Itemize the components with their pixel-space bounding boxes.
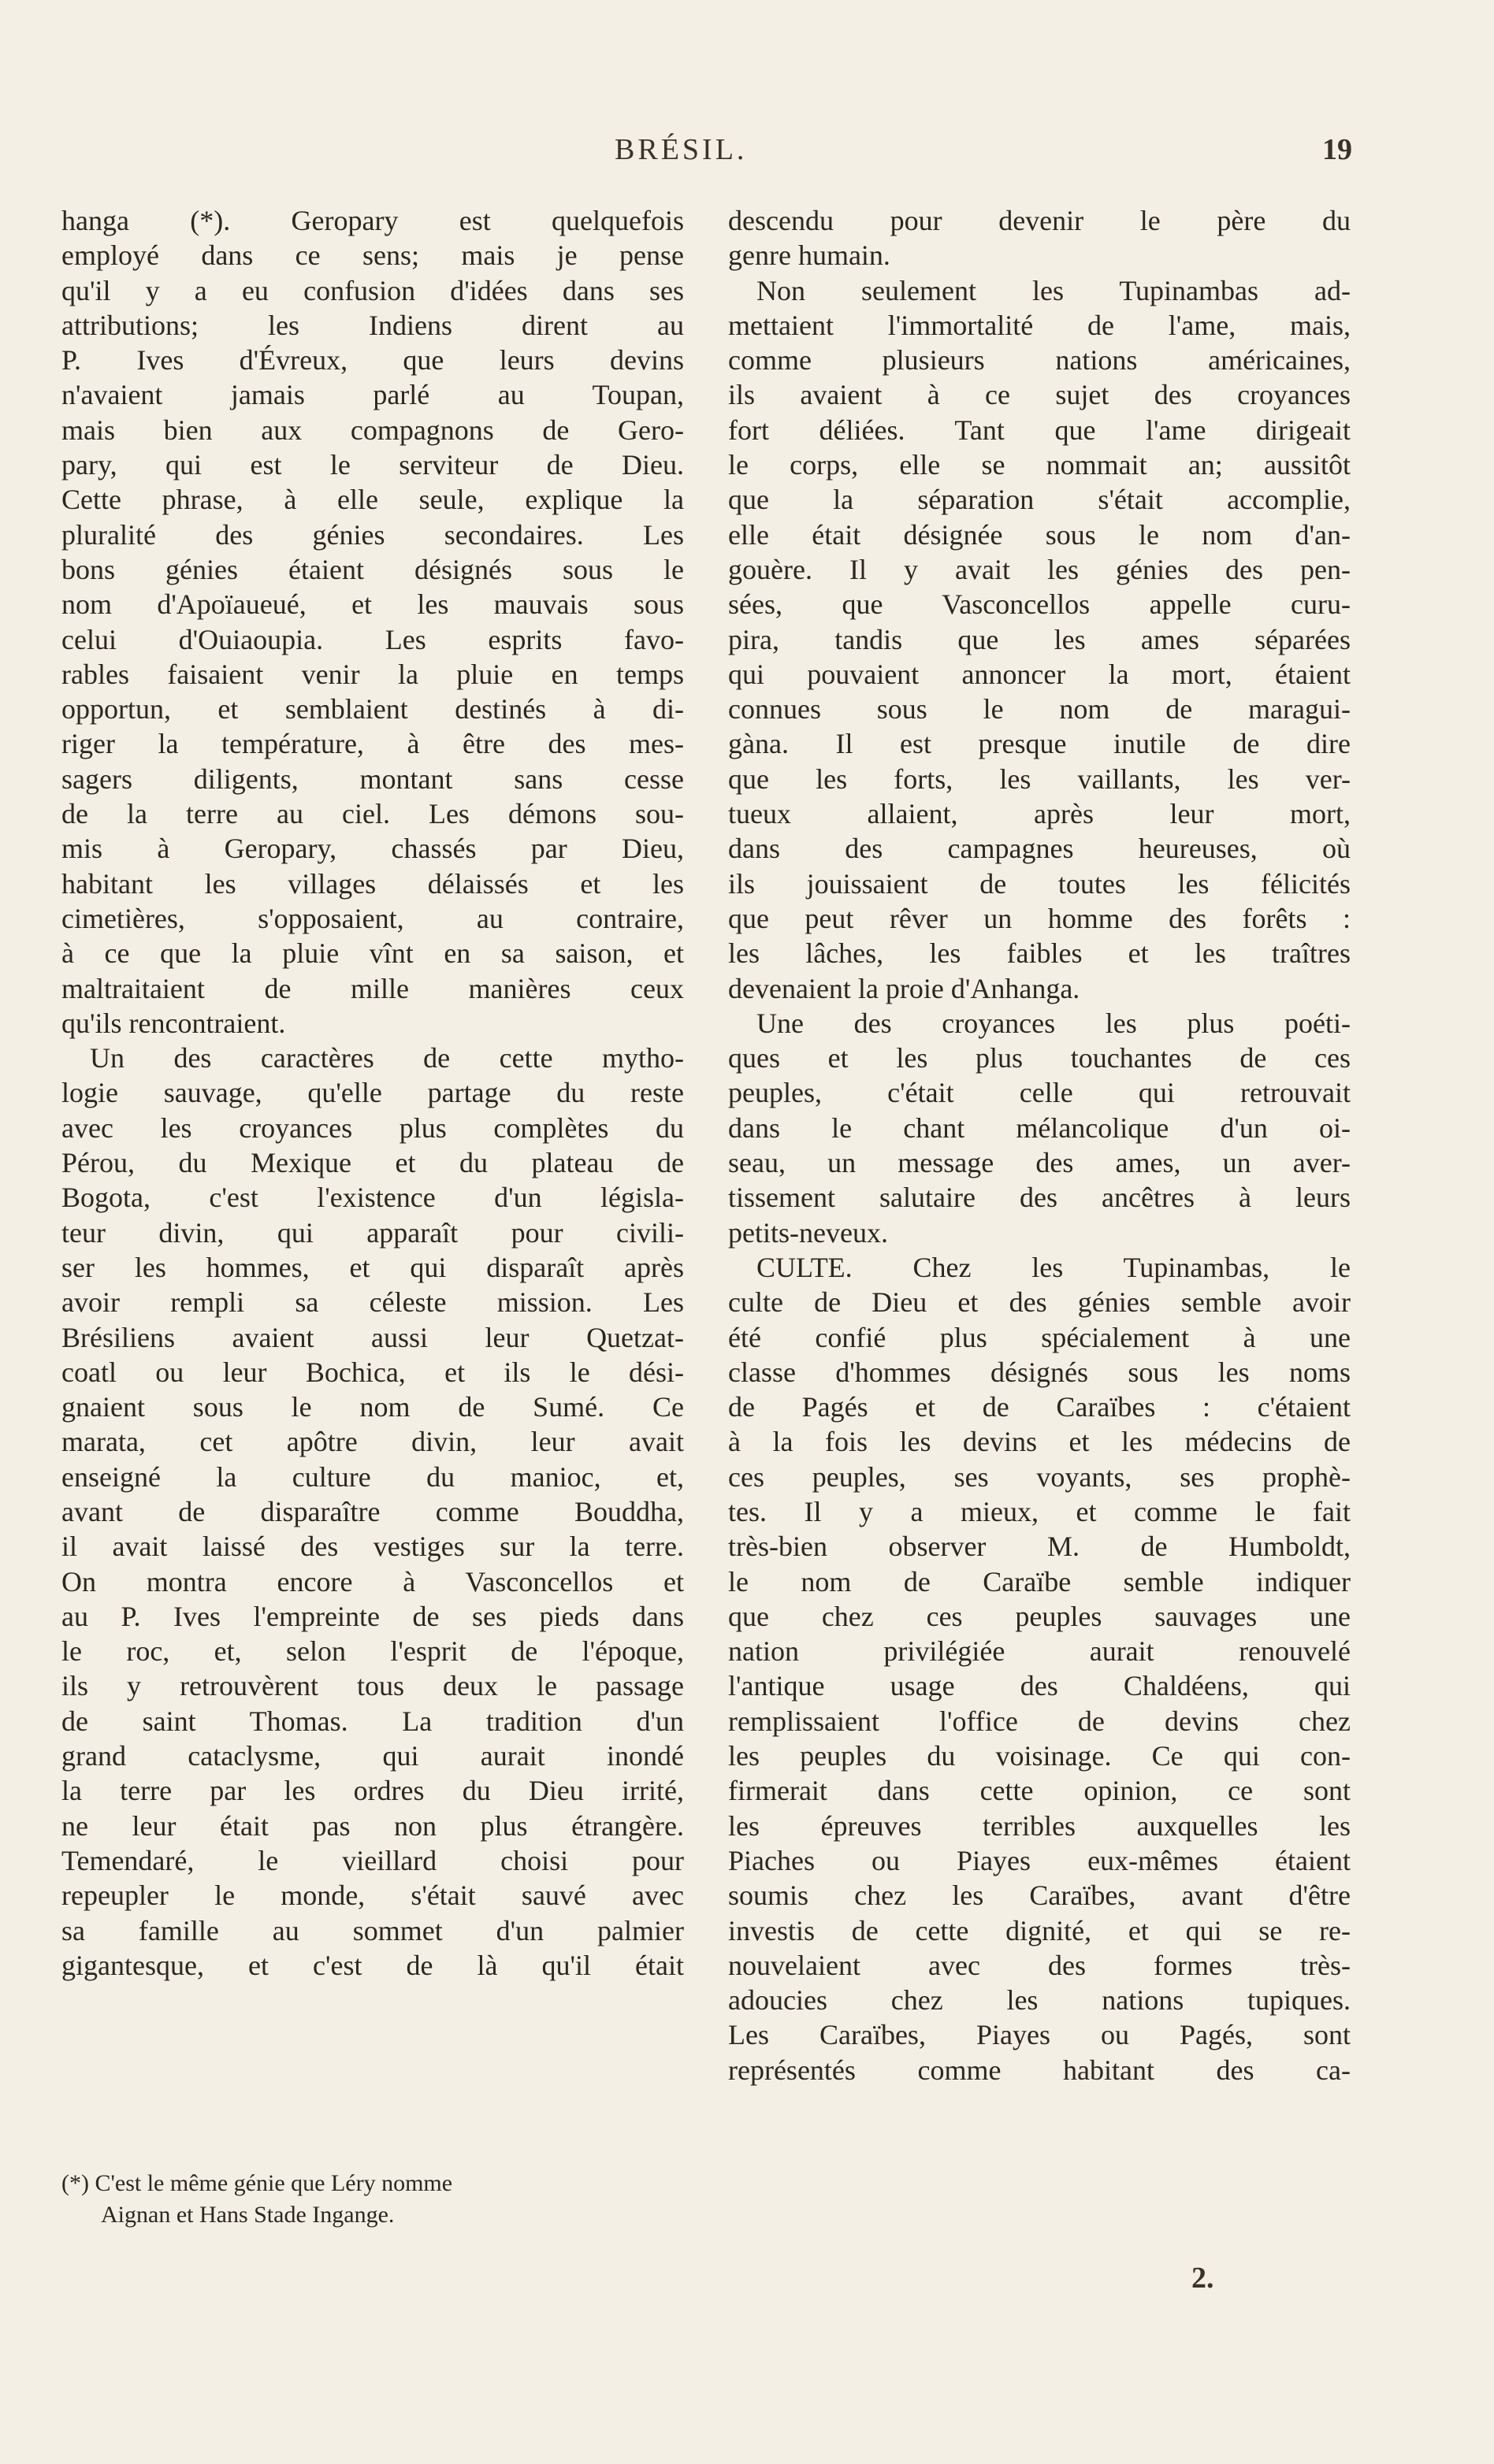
text-line: Brésiliens avaient aussi leur Quetzat- [61, 1321, 684, 1353]
page-number: 19 [1322, 133, 1352, 166]
footnote-line: Aignan et Hans Stade Ingange. [101, 2202, 395, 2228]
text-line: Temendaré, le vieillard choisi pour [61, 1844, 684, 1876]
text-line: culte de Dieu et des génies semble avoir [728, 1286, 1351, 1319]
text-line: Pérou, du Mexique et du plateau de [61, 1147, 684, 1179]
text-line: ne leur était pas non plus étrangère. [61, 1809, 684, 1842]
text-line: tissement salutaire des ancêtres à leurs [728, 1182, 1351, 1214]
text-line: tes. Il y a mieux, et comme le fait [728, 1495, 1351, 1527]
text-line: au P. Ives l'empreinte de ses pieds dans [61, 1600, 684, 1632]
footnote-line: (*) C'est le même génie que Léry nomme [61, 2170, 453, 2196]
text-line: rables faisaient venir la pluie en temps [61, 658, 684, 690]
text-line: attributions; les Indiens dirent au [61, 309, 684, 341]
text-line: la terre par les ordres du Dieu irrité, [61, 1775, 684, 1807]
text-line: pira, tandis que les ames séparées [728, 623, 1351, 655]
right-text-column [728, 203, 1351, 2087]
text-line: fort déliées. Tant que l'ame dirigeait [728, 414, 1351, 446]
text-line: n'avaient jamais parlé au Toupan, [61, 379, 684, 411]
text-line: que les forts, les vaillants, les ver- [728, 763, 1351, 795]
text-line: que chez ces peuples sauvages une [728, 1600, 1351, 1632]
text-line: nation privilégiée aurait renouvelé [728, 1635, 1351, 1668]
text-line: le nom de Caraïbe semble indiquer [728, 1565, 1351, 1598]
text-line: Piaches ou Piayes eux-mêmes étaient [728, 1844, 1351, 1876]
text-line: coatl ou leur Bochica, et ils le dési- [61, 1356, 684, 1388]
text-line: de Pagés et de Caraïbes : c'étaient [728, 1391, 1351, 1423]
text-line: sées, que Vasconcellos appelle curu- [728, 588, 1351, 621]
text-line: habitant les villages délaissés et les [61, 867, 684, 900]
text-line: remplissaient l'office de devins chez [728, 1705, 1351, 1737]
text-line: ils jouissaient de toutes les félicités [728, 867, 1351, 900]
text-line: mettaient l'immortalité de l'ame, mais, [728, 309, 1351, 341]
text-line: P. Ives d'Évreux, que leurs devins [61, 344, 684, 377]
text-line: Non seulement les Tupinambas ad- [756, 274, 1351, 306]
text-line: pary, qui est le serviteur de Dieu. [61, 449, 684, 481]
text-line: maltraitaient de mille manières ceux [61, 972, 684, 1004]
text-line: firmerait dans cette opinion, ce sont [728, 1775, 1351, 1807]
text-line: ces peuples, ses voyants, ses prophè- [728, 1460, 1351, 1493]
text-line: avoir rempli sa céleste mission. Les [61, 1286, 684, 1319]
text-line: ils avaient à ce sujet des croyances [728, 379, 1351, 411]
text-line: avant de disparaître comme Bouddha, [61, 1495, 684, 1527]
text-line: soumis chez les Caraïbes, avant d'être [728, 1880, 1351, 1912]
text-line: teur divin, qui apparaît pour civili- [61, 1216, 684, 1249]
text-line: que peut rêver un homme des forêts : [728, 902, 1351, 934]
text-line: Cette phrase, à elle seule, explique la [61, 484, 684, 516]
text-line: On montra encore à Vasconcellos et [61, 1565, 684, 1598]
text-line: pluralité des génies secondaires. Les [61, 518, 684, 551]
text-line: représentés comme habitant des ca- [728, 2054, 1351, 2086]
text-line: ques et les plus touchantes de ces [728, 1042, 1351, 1074]
text-line: Une des croyances les plus poéti- [756, 1007, 1351, 1039]
text-line: hanga (*). Geropary est quelquefois [61, 205, 684, 236]
text-line: devenaient la proie d'Anhanga. [728, 972, 1080, 1004]
text-line: très-bien observer M. de Humboldt, [728, 1531, 1351, 1563]
text-line: marata, cet apôtre divin, leur avait [61, 1426, 684, 1458]
running-head: BRÉSIL. [615, 133, 748, 166]
text-line: le roc, et, selon l'esprit de l'époque, [61, 1635, 684, 1668]
text-line: gàna. Il est presque inutile de dire [728, 728, 1351, 760]
signature-mark: 2. [1191, 2262, 1214, 2295]
text-line: ils y retrouvèrent tous deux le passage [61, 1670, 684, 1702]
text-line: les peuples du voisinage. Ce qui con- [728, 1740, 1351, 1772]
text-line: peuples, c'était celle qui retrouvait [728, 1077, 1351, 1109]
text-line: l'antique usage des Chaldéens, qui [728, 1670, 1351, 1702]
text-line: tueux allaient, après leur mort, [728, 798, 1351, 830]
text-line: Les Caraïbes, Piayes ou Pagés, sont [728, 2019, 1351, 2051]
text-line: genre humain. [728, 239, 890, 272]
text-line: seau, un message des ames, un aver- [728, 1147, 1351, 1179]
text-line: connues sous le nom de maragui- [728, 693, 1351, 725]
text-line: classe d'hommes désignés sous les noms [728, 1356, 1351, 1388]
text-line: grand cataclysme, qui aurait inondé [61, 1740, 684, 1772]
left-text-column [61, 203, 684, 1983]
text-line: il avait laissé des vestiges sur la terre. [61, 1531, 684, 1563]
text-line: elle était désignée sous le nom d'an- [728, 518, 1351, 551]
text-line: à la fois les devins et les médecins de [728, 1426, 1351, 1458]
text-line: sagers diligents, montant sans cesse [61, 763, 684, 795]
text-line: cimetières, s'opposaient, au contraire, [61, 902, 684, 934]
text-line: descendu pour devenir le père du [728, 205, 1351, 236]
text-line: qu'ils rencontraient. [61, 1007, 286, 1039]
text-line: adoucies chez les nations tupiques. [728, 1984, 1351, 2017]
text-line: les lâches, les faibles et les traîtres [728, 937, 1351, 970]
text-line: mis à Geropary, chassés par Dieu, [61, 833, 684, 865]
text-line: qui pouvaient annoncer la mort, étaient [728, 658, 1351, 690]
text-line: gnaient sous le nom de Sumé. Ce [61, 1391, 684, 1423]
text-line: dans le chant mélancolique d'un oi- [728, 1111, 1351, 1144]
text-line: de la terre au ciel. Les démons sou- [61, 798, 684, 830]
text-line: bons génies étaient désignés sous le [61, 553, 684, 585]
text-line: repeupler le monde, s'était sauvé avec [61, 1880, 684, 1912]
text-line: nom d'Apoïaueué, et les mauvais sous [61, 588, 684, 621]
page-header [0, 132, 1494, 180]
text-line: dans des campagnes heureuses, où [728, 833, 1351, 865]
text-line: que la séparation s'était accomplie, [728, 484, 1351, 516]
text-line: CULTE. Chez les Tupinambas, le [756, 1251, 1351, 1283]
text-line: les épreuves terribles auxquelles les [728, 1809, 1351, 1842]
text-line: de saint Thomas. La tradition d'un [61, 1705, 684, 1737]
text-line: été confié plus spécialement à une [728, 1321, 1351, 1353]
footnote [61, 2168, 684, 2231]
text-line: petits-neveux. [728, 1216, 888, 1249]
text-line: qu'il y a eu confusion d'idées dans ses [61, 274, 684, 306]
text-line: opportun, et semblaient destinés à di- [61, 693, 684, 725]
text-line: Un des caractères de cette mytho- [90, 1042, 684, 1074]
text-line: investis de cette dignité, et qui se re- [728, 1914, 1351, 1946]
text-line: celui d'Ouiaoupia. Les esprits favo- [61, 623, 684, 655]
text-line: riger la température, à être des mes- [61, 728, 684, 760]
text-line: logie sauvage, qu'elle partage du reste [61, 1077, 684, 1109]
text-line: gigantesque, et c'est de là qu'il était [61, 1949, 684, 1981]
text-line: employé dans ce sens; mais je pense [61, 239, 684, 272]
text-line: avec les croyances plus complètes du [61, 1111, 684, 1144]
text-line: Bogota, c'est l'existence d'un législa- [61, 1182, 684, 1214]
text-line: mais bien aux compagnons de Gero- [61, 414, 684, 446]
text-line: à ce que la pluie vînt en sa saison, et [61, 937, 684, 970]
text-line: nouvelaient avec des formes très- [728, 1949, 1351, 1981]
text-line: sa famille au sommet d'un palmier [61, 1914, 684, 1946]
text-line: ser les hommes, et qui disparaît après [61, 1251, 684, 1283]
text-line: enseigné la culture du manioc, et, [61, 1460, 684, 1493]
text-line: le corps, elle se nommait an; aussitôt [728, 449, 1351, 481]
text-line: gouère. Il y avait les génies des pen- [728, 553, 1351, 585]
text-line: comme plusieurs nations américaines, [728, 344, 1351, 377]
